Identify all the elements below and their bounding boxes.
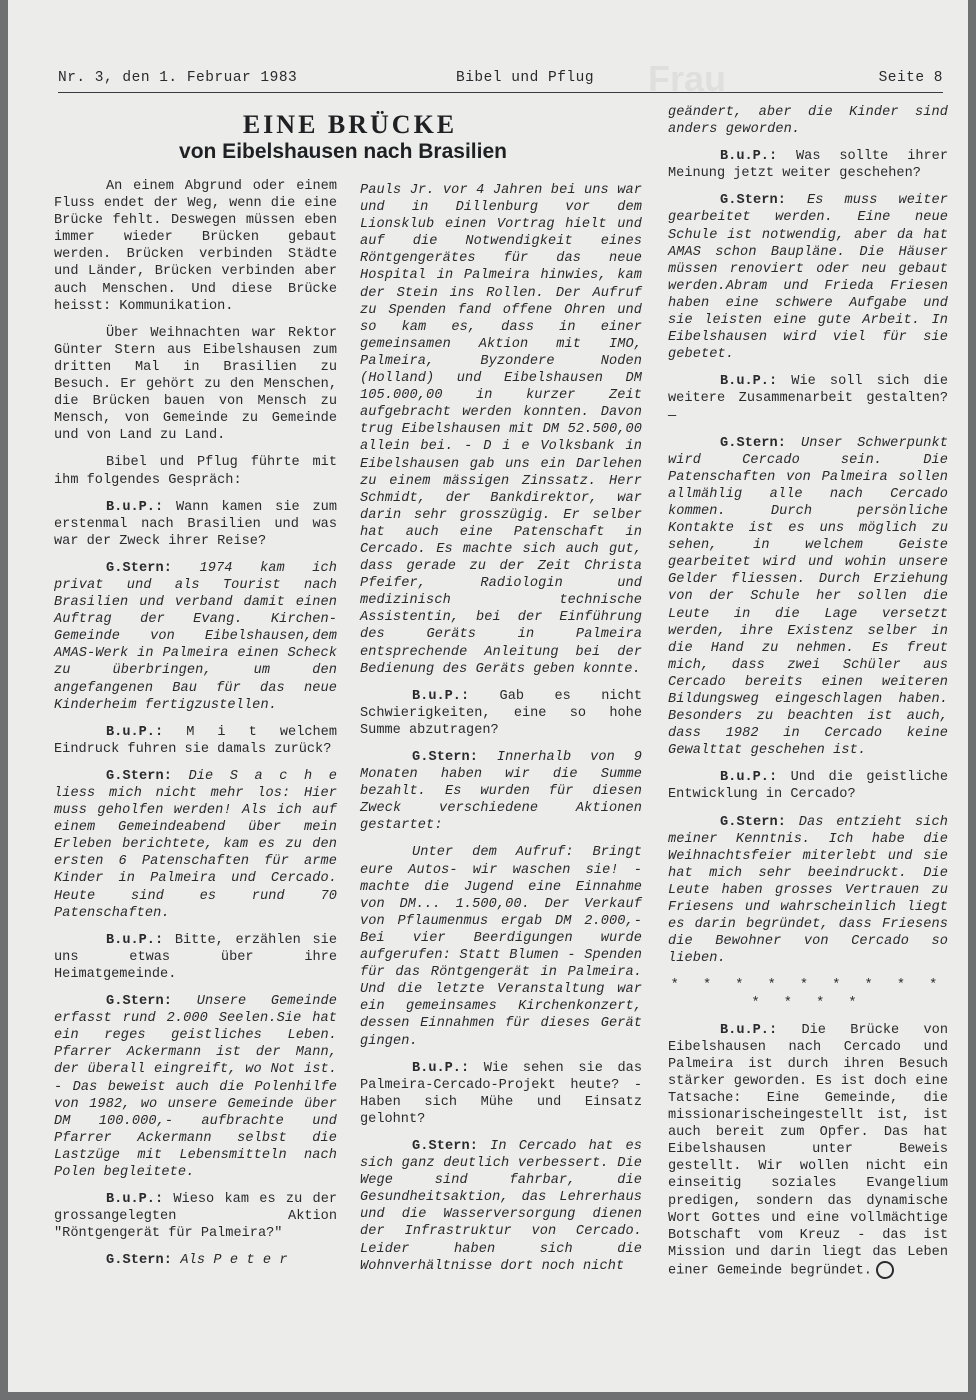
paragraph [54,325,337,445]
speaker-label: G.Stern: [720,193,808,209]
paragraph-text: Gab es nicht Schwierigkeiten, eine so hohe Summe abzutragen? [360,688,642,738]
paragraph [54,724,337,758]
newspaper-page [8,0,968,1392]
paragraph-text: Die S a c h e liess mich nicht mehr los: Hier muss geholfen werden! Als ich auf einem Gemeindeabend über mein Erleben berichtete, kam es zu den ersten 6 Patenschaften für arme Kinder in Palmeira und Cercado. Heute sind es rund 70 Patenschaften. [54,768,337,921]
paragraph-text: Innerhalb von 9 Monaten haben wir die Summe bezahlt. Es wurden für diesen Zweck verschiedene Aktionen gestartet: [360,750,642,834]
paragraph [54,560,337,714]
paragraph [360,182,642,678]
speaker-label: G.Stern: [106,1253,181,1269]
paragraph [668,192,948,363]
speaker-label: B.u.P.: [720,374,792,390]
paragraph [668,814,948,968]
paragraph [360,844,642,1049]
issue-date: Nr. 3, den 1. Februar 1983 [58,70,298,86]
paragraph-text: Das entzieht sich meiner Kenntnis. Ich habe die Weihnachtsfeier miterlebt und sie hat mich sehr beeindruckt. Die Leute haben grosses Vertrauen zu Friesens und wahrscheinlich liegt es darin begründet, dass Friesens die Bewohner von Cercado so lieben. [668,814,948,967]
show-through-text: Frau [648,58,727,99]
paragraph-text: Wieso kam es zu der grossangelegten Aktion "Röntgengerät für Palmeira?" [54,1192,338,1242]
speaker-label: G.Stern: [720,435,801,451]
paragraph-text: In Cercado hat es sich ganz deutlich verbessert. Die Wege sind fahrbar, die Gesundheitsaktion, das Lehrerhaus und die Wasserversorgung dienen der Infrastruktur von Cercado. Leider haben sich die Wohnverhältnisse dort noch nicht [360,1138,642,1274]
paragraph-text: Bitte, erzählen sie uns etwas über ihre Heimatgemeinde. [54,932,337,982]
paragraph-text: 1974 kam ich privat und als Tourist nach Brasilien und verband damit einen Auftrag der Evang. Kirchen-Gemeinde von Eibelshausen,dem AMAS-Werk in Palmeira einen Scheck zu überbringen, um den angefangenen Bau für das neue Kinderheim fertigzustellen. [54,560,337,713]
paragraph-text: Unser Schwerpunkt wird Cercado sein. Die Patenschaften von Palmeira sollen allmählig alle nach Cercado kommen. Durch persönliche Kontakte ist es uns möglich zu sehen, in welchem Geiste gearbeitet wird und wohin unsere Gelder fliessen. Durch Erziehung von der Schule her sollen die Leute in die Lage versetzt werden, ihre Existenz selber in die Hand zu nehmen. Es freut mich, dass zwei Schüler aus Cercado bereits einen weiteren Bildungsweg eingeschlagen haben. Besonders zu beachten ist auch, dass 1982 in Cercado keine Gewalttat geschehen ist. [668,435,948,759]
speaker-label: B.u.P.: [720,149,796,165]
paragraph [668,148,948,182]
paragraph-text: * * * * * * * * * * * * * [670,978,946,1011]
article-subtitle: von Eibelshausen nach Brasilien [179,140,507,163]
speaker-label: B.u.P.: [720,1022,802,1038]
speaker-label: G.Stern: [412,1138,491,1154]
column-1 [54,178,337,1279]
paragraph-text: Als P e t e r [180,1253,288,1269]
speaker-label: B.u.P.: [106,724,187,740]
paragraph [54,499,337,550]
paragraph [668,977,948,1011]
paragraph-text: Unter dem Aufruf: Bringt eure Autos- wir waschen sie! - machte die Jugend eine Einnahme von DM... 1.500,00. Der Verkauf von Pflaumenmus ergab DM 2.000,- Bei vier Beerdigungen wurde aufgerufen: Statt Blumen - Spenden für das Röntgengerät in Palmeira. Und die letzte Veranstaltung war ein gemeinsames Kirchenkonzert, dessen Einnahmen für dieses Gerät gingen. [360,845,642,1049]
speaker-label: B.u.P.: [106,1192,174,1208]
paragraph-text: Über Weihnachten war Rektor Günter Stern aus Eibelshausen zum dritten Mal in Brasilien zu Besuch. Er gehört zu den Menschen, die Brücken bauen von Mensch zu Mensch, von Gemeinde zu Gemeinde und von Land zu Land. [54,325,337,444]
paragraph [54,1191,337,1242]
paragraph-text: Wie soll sich die weitere Zusammenarbeit gestalten? — [668,374,948,424]
paragraph-text: Bibel und Pflug führte mit ihm folgendes Gespräch: [54,455,337,488]
speaker-label: G.Stern: [412,750,497,765]
paragraph [360,1060,642,1128]
speaker-label: B.u.P.: [720,770,791,786]
paragraph-text: Pauls Jr. vor 4 Jahren bei uns war und in Dillenburg vor dem Lionsklub einen Vortrag hielt und auf die Notwendigkeit eines Röntgengerätes für das neue Hospital in Palmeira hinwies, kam der Stein ins Rollen. Der Aufruf zu Spenden fand offene Ohren und so kam es, dass in einer gemeinsamen Aktion mit IMO, Palmeira, Byzondere Noden (Holland) und Eibelshausen DM 105.000,00 in kurzer Zeit aufgebracht werden konnten. Davon trug Eibelshausen mit DM 52.500,00 allein bei. - D i e Volksbank in Eibelshausen gab uns ein Darlehen zu einem mässigen Zinssatz. Herr Schmidt, der Bankdirektor, war darin sehr grosszügig. Er selber hat auch eine Patenschaft in Cercado. Es machte sich auch gut, dass gerade zu der Zeit Christa Pfeifer, Radiologin und medizinisch technische Assistentin, bei der Einführung des Geräts in Palmeira entsprechende Anleitung bei der Bedienung des Geräts geben konnte. [360,183,642,677]
paragraph [668,1022,948,1280]
paragraph-text: Wie sehen sie das Palmeira-Cercado-Projekt heute? - Haben sich Mühe und Einsatz gelohnt? [360,1060,642,1127]
speaker-label: B.u.P.: [106,499,176,515]
paragraph [360,749,642,834]
paragraph-text: Die Brücke von Eibelshausen nach Cercado und Palmeira ist durch ihren Besuch stärker geworden. Es ist doch eine Tatsache: Eine Gemeinde, die missionarischeingestellt ist, ist auch bereit zum Opfer. Das hat Eibelshausen unter Beweis gestellt. Wir wollen nicht ein einseitig soziales Evangelium predigen, sondern das dynamische Wort Gottes und eine vollmächtige Botschaft vom Kreuz - das ist Mission und darin liegt das Leben einer Gemeinde begründet. [668,1022,948,1279]
speaker-label: G.Stern: [720,814,799,830]
paragraph [360,688,642,739]
column-2 [360,182,642,1285]
paragraph-text: Was sollte ihrer Meinung jetzt weiter geschehen? [668,149,948,182]
paragraph [360,1138,642,1275]
column-3 [668,104,948,1290]
paragraph [54,993,337,1181]
paragraph [668,769,948,803]
paragraph [54,1252,337,1269]
speaker-label: G.Stern: [106,560,200,576]
speaker-label: G.Stern: [106,994,197,1010]
speaker-label: B.u.P.: [106,932,175,948]
paragraph [668,435,948,760]
page-number: Seite 8 [878,70,943,86]
paragraph-text: Und die geistliche Entwicklung in Cercado? [668,770,948,803]
speaker-label: B.u.P.: [412,688,500,704]
paragraph-text: Unsere Gemeinde erfasst rund 2.000 Seelen.Sie hat ein reges geistliches Leben. Pfarrer Ackermann ist der Mann, der überall eingreift, wo Not ist. - Das beweist auch die Polenhilfe von 1982, wo unsere Gemeinde über DM 100.000,- aufbrachte und Pfarrer Ackermann selbst die Lastzüge mit Lebensmitteln nach Polen begleitete. [54,994,337,1180]
paragraph [54,768,337,922]
article-title: EINE BRÜCKE [242,110,458,139]
publication-name: Bibel und Pflug [456,70,595,86]
page-header [58,70,943,93]
paragraph [668,104,948,138]
paragraph-text: Es muss weiter gearbeitet werden. Eine neue Schule ist notwendig, aber da hat AMAS schon Baupläne. Die Häuser müssen renoviert oder neu gebaut werden.Abram und Frieda Friesen haben eine schwere Aufgabe und sie leisten eine gute Arbeit. In Eibelshausen wird viel für sie gebetet. [668,193,948,363]
paragraph [54,932,337,983]
paragraph [54,178,337,315]
paragraph-text: Wann kamen sie zum erstenmal nach Brasilien und was war der Zweck ihrer Reise? [54,499,337,549]
paragraph-text: geändert, aber die Kinder sind anders geworden. [668,105,948,138]
paragraph [54,454,337,488]
end-mark-icon [876,1261,894,1279]
speaker-label: G.Stern: [106,768,189,784]
speaker-label: B.u.P.: [412,1060,484,1076]
paragraph [668,373,948,424]
paragraph-text: M i t welchem Eindruck fuhren sie damals zurück? [54,724,337,757]
paragraph-text: An einem Abgrund oder einem Fluss endet der Weg, wenn die eine Brücke fehlt. Deswegen müssen eben immer wieder Brücken gebaut werden. Brücken verbinden Städte und Länder, Brücken verbinden aber auch Menschen. Und diese Brücke heisst: Kommunikation. [54,179,337,314]
